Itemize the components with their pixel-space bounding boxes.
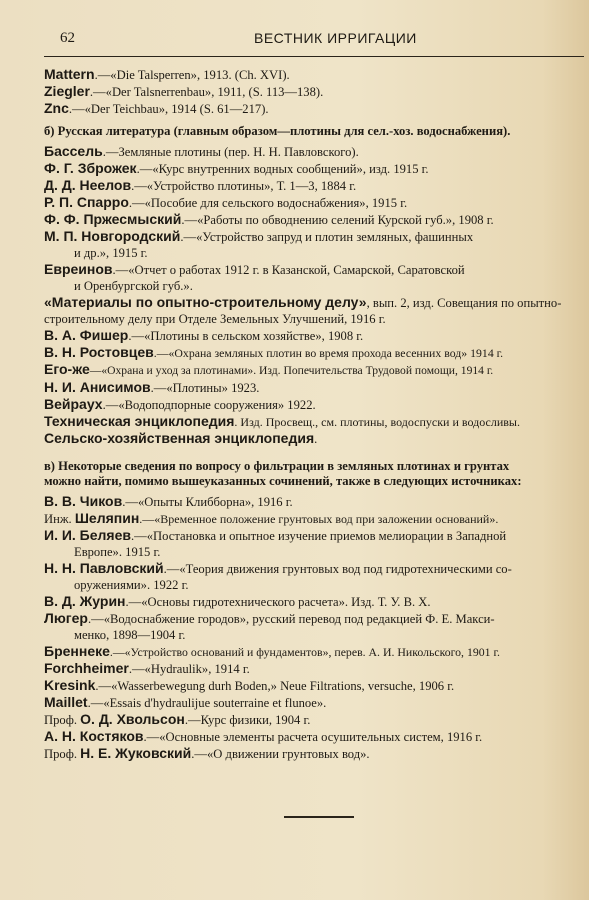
reference-text: .—«Der Teichbau», 1914 (S. 61—217).: [68, 102, 269, 116]
header-rule: [44, 56, 584, 57]
reference-continuation: и Оренбургской губ.».: [74, 279, 193, 293]
reference-text: .—«О движении грунтовых вод».: [191, 747, 370, 761]
reference-text: .—«Работы по обводнению селений Курской губ.», 1908 г.: [181, 213, 494, 227]
reference-entry: [44, 344, 584, 361]
page-header: [44, 30, 584, 50]
reference-entry: [44, 83, 584, 100]
reference-author: Сельско-хозяйственная энциклопедия: [44, 430, 315, 446]
reference-text: .—«Опыты Клибборна», 1916 г.: [122, 495, 293, 509]
reference-author: В. А. Фишер: [44, 327, 129, 343]
reference-author: Бреннеке: [44, 643, 110, 659]
reference-author: Н. Е. Жуковский: [80, 745, 192, 761]
reference-continuation: оружениями». 1922 г.: [74, 578, 189, 592]
reference-text: .—«Временное положение грунтовых вод при заложении оснований».: [139, 512, 499, 526]
reference-entry: [44, 294, 584, 327]
reference-entry: Инж. Шеляпин.—«Временное положение грунтовых вод при заложении оснований».: [44, 510, 499, 526]
section-c-heading: в) Некоторые сведения по вопросу о фильтрации в земляных плотинах и грунтах можно найти, помимо вышеуказанных сочинений, также в следующих источниках:: [44, 459, 522, 488]
bibliography: [44, 66, 584, 762]
reference-entry: [44, 361, 584, 379]
reference-entry: [44, 194, 584, 211]
russian-references: [44, 143, 584, 447]
reference-text: .—«Водоподпорные сооружения» 1922.: [102, 398, 316, 412]
reference-entry: [44, 430, 584, 447]
reference-entry: [44, 228, 584, 261]
reference-text: .—Земляные плотины (пер. Н. Н. Павловского).: [102, 145, 359, 159]
reference-continuation: менко, 1898—1904 г.: [74, 628, 186, 642]
reference-author: Ф. Г. Зброжек: [44, 160, 137, 176]
reference-author: «Материалы по опытно-строительному делу»: [44, 294, 367, 310]
reference-entry: [44, 728, 584, 745]
reference-entry: [44, 396, 584, 413]
reference-author: Шеляпин: [74, 510, 140, 526]
reference-text: .—«Пособие для сельского водоснабжения», 1915 г.: [128, 196, 408, 210]
reference-author: В. Н. Ростовцев: [44, 344, 154, 360]
reference-continuation: и др.», 1915 г.: [74, 246, 148, 260]
reference-text: .—«Устройство плотины», Т. 1—3, 1884 г.: [131, 179, 357, 193]
reference-entry: [44, 177, 584, 194]
reference-author: Znc: [44, 100, 69, 116]
reference-entry: [44, 327, 584, 344]
reference-entry: [44, 527, 584, 560]
reference-entry: [44, 643, 584, 660]
reference-entry: [44, 160, 584, 177]
reference-entry: [44, 143, 584, 160]
reference-author: В. Д. Журин: [44, 593, 126, 609]
reference-entry: [44, 677, 584, 694]
reference-entry: Проф. Н. Е. Жуковский.—«О движении грунтовых вод».: [44, 745, 370, 761]
reference-entry: [44, 660, 584, 677]
reference-text: .—«Hydraulik», 1914 г.: [128, 662, 250, 676]
reference-author: Н. Н. Павловский: [44, 560, 164, 576]
reference-entry: [44, 593, 584, 610]
reference-entry: [44, 261, 584, 294]
reference-entry: [44, 610, 584, 643]
reference-entry: [44, 493, 584, 510]
reference-text: .—«Die Talsperren», 1913. (Ch. XVI).: [94, 68, 290, 82]
reference-entry: [44, 413, 584, 430]
reference-entry: [44, 379, 584, 396]
reference-text: .—«Охрана земляных плотин во время прохода весенних вод» 1914 г.: [153, 346, 504, 360]
reference-entry: [44, 211, 584, 228]
reference-continuation: строительному делу при Отделе Земельных Улучшений, 1916 г.: [44, 312, 386, 326]
reference-text: .—«Der Talsnerrenbau», 1911, (S. 113—138).: [89, 85, 324, 99]
reference-author: Люгер: [44, 610, 88, 626]
reference-author: Вейраух: [44, 396, 103, 412]
reference-text: .—«Постановка и опытное изучение приемов мелиорации в Западной: [131, 529, 507, 543]
reference-text: .—«Отчет о работах 1912 г. в Казанской, Самарской, Саратовской: [112, 263, 465, 277]
reference-author: Техническая энциклопедия: [44, 413, 235, 429]
running-title: ВЕСТНИК ИРРИГАЦИИ: [254, 30, 417, 46]
reference-author: Н. И. Анисимов: [44, 379, 151, 395]
reference-author: В. В. Чиков: [44, 493, 123, 509]
reference-text: .—«Устройство запруд и плотин земляных, фашинных: [180, 230, 474, 244]
reference-author: Maillet: [44, 694, 88, 710]
reference-entry: Проф. О. Д. Хвольсон.—Курс физики, 1904 г.: [44, 711, 311, 727]
reference-author: Kresink: [44, 677, 96, 693]
page-number: 62: [60, 30, 75, 46]
reference-author: Ф. Ф. Пржесмыский: [44, 211, 182, 227]
foreign-references: [44, 66, 584, 117]
reference-entry: [44, 66, 584, 83]
reference-text: .—Курс физики, 1904 г.: [184, 713, 311, 727]
reference-entry: [44, 560, 584, 593]
reference-author: А. Н. Костяков: [44, 728, 144, 744]
reference-text: .—«Плотины в сельском хозяйстве», 1908 г.: [128, 329, 364, 343]
reference-author: Его-же: [44, 361, 90, 377]
reference-author: Р. П. Спарро: [44, 194, 129, 210]
reference-text: , вып. 2, изд. Совещания по опытно-: [366, 296, 562, 310]
reference-author: Бассель: [44, 143, 103, 159]
reference-text: —«Охрана и уход за плотинами». Изд. Попечительства Трудовой помощи, 1914 г.: [89, 364, 494, 377]
reference-author: Евреинов: [44, 261, 113, 277]
reference-author: Д. Д. Неелов: [44, 177, 132, 193]
reference-text: .—«Wasserbewegung durh Boden,» Neue Filtrations, versuche, 1906 г.: [95, 679, 455, 693]
filtration-references: [44, 493, 584, 762]
reference-text: .—«Основные элементы расчета осушительных систем, 1916 г.: [143, 730, 483, 744]
reference-text: . Изд. Просвещ., см. плотины, водоспуски и водосливы.: [234, 415, 520, 429]
end-rule: [284, 816, 354, 818]
reference-text: .: [314, 432, 318, 446]
reference-author: Forchheimer: [44, 660, 129, 676]
reference-author: И. И. Беляев: [44, 527, 131, 543]
section-b-heading: б) Русская литература (главным образом—плотины для сел.-хоз. водоснабжения).: [44, 124, 511, 138]
reference-author: О. Д. Хвольсон: [80, 711, 185, 727]
reference-author: Mattern: [44, 66, 95, 82]
reference-text: .—«Водоснабжение городов», русский перевод под редакцией Ф. Е. Макси-: [87, 612, 495, 626]
reference-entry: [44, 100, 584, 117]
reference-text: .—«Курс внутренних водных сообщений», изд. 1915 г.: [136, 162, 429, 176]
reference-text: .—«Основы гидротехнического расчета». Изд. Т. У. В. Х.: [125, 595, 431, 609]
reference-text: .—«Устройство оснований и фундаментов», перев. А. И. Никольского, 1901 г.: [109, 645, 500, 659]
reference-author: Ziegler: [44, 83, 90, 99]
reference-entry: [44, 694, 584, 711]
reference-text: .—«Теория движения грунтовых вод под гидротехническими со-: [163, 562, 512, 576]
reference-text: .—«Essais d'hydraulijue souterraine et flunoe».: [87, 696, 327, 710]
reference-continuation: Европе». 1915 г.: [74, 545, 161, 559]
reference-author: М. П. Новгородский: [44, 228, 181, 244]
reference-text: .—«Плотины» 1923.: [150, 381, 260, 395]
